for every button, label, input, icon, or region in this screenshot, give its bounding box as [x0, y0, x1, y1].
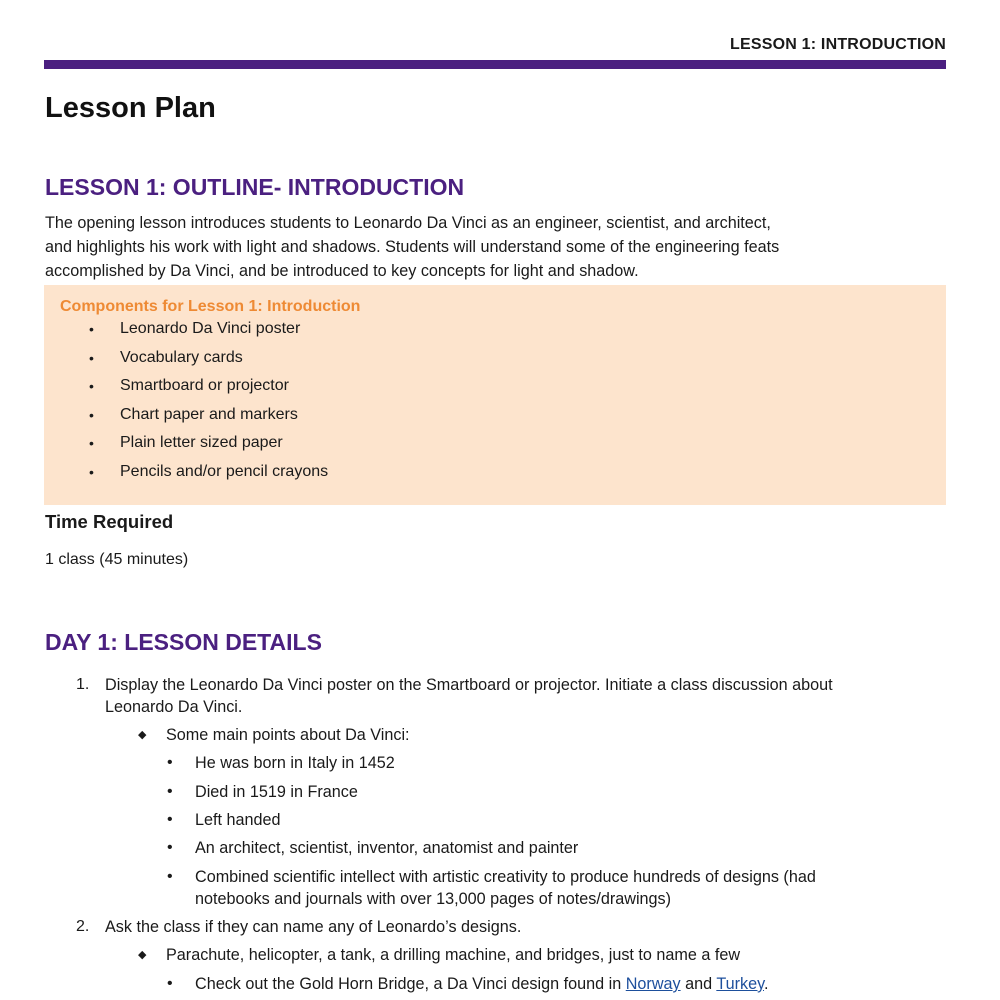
- turkey-link[interactable]: Turkey: [716, 975, 764, 993]
- step-number: 2.: [76, 918, 90, 935]
- subpoint: Died in 1519 in France: [195, 783, 358, 801]
- diamond-bullet-icon: ◆: [138, 949, 147, 961]
- subpoint: notebooks and journals with over 13,000 pages of notes/drawings): [195, 890, 672, 908]
- bullet-icon: •: [167, 868, 173, 885]
- intro-line: The opening lesson introduces students to Leonardo Da Vinci as an engineer, scientist, and architect,: [45, 214, 771, 232]
- bullet-icon: •: [167, 975, 173, 992]
- page-title: Lesson Plan: [45, 92, 216, 124]
- diamond-bullet-icon: ◆: [138, 729, 147, 741]
- time-required-heading: Time Required: [45, 511, 174, 532]
- list-item: • Vocabulary cards: [44, 347, 328, 376]
- intro-line: accomplished by Da Vinci, and be introduced to key concepts for light and shadow.: [45, 262, 639, 280]
- day1-heading: DAY 1: LESSON DETAILS: [45, 629, 322, 655]
- components-title: Components for Lesson 1: Introduction: [60, 298, 361, 315]
- bullet-icon: •: [167, 811, 173, 828]
- list-item: • Smartboard or projector: [44, 375, 328, 404]
- list-item: • Pencils and/or pencil crayons: [44, 461, 328, 490]
- bullet-icon: •: [167, 754, 173, 771]
- bullet-icon: •: [167, 783, 173, 800]
- list-item: • Plain letter sized paper: [44, 432, 328, 461]
- time-required-value: 1 class (45 minutes): [45, 551, 189, 568]
- subpoint-with-links: [195, 973, 769, 995]
- norway-link[interactable]: Norway: [625, 975, 681, 993]
- subpoint: An architect, scientist, inventor, anatomist and painter: [195, 839, 579, 857]
- list-item: • Chart paper and markers: [44, 404, 328, 433]
- step-text: Ask the class if they can name any of Leonardo’s designs.: [105, 918, 522, 936]
- subpoint-text: and: [680, 975, 717, 993]
- subpoint-text: Check out the Gold Horn Bridge, a Da Vinci design found in: [195, 975, 626, 993]
- intro-line: and highlights his work with light and shadows. Students will understand some of the engineering feats: [45, 238, 780, 256]
- step-text: Display the Leonardo Da Vinci poster on the Smartboard or projector. Initiate a class discussion about: [105, 676, 833, 694]
- running-header: LESSON 1: INTRODUCTION: [730, 36, 946, 53]
- subpoint-text: .: [764, 975, 769, 993]
- subpoint: Combined scientific intellect with artistic creativity to produce hundreds of designs (had: [195, 868, 816, 886]
- subpoint: Left handed: [195, 811, 281, 829]
- step-point: Parachute, helicopter, a tank, a drilling machine, and bridges, just to name a few: [166, 946, 741, 964]
- step-point: Some main points about Da Vinci:: [166, 726, 410, 744]
- step-number: 1.: [76, 676, 90, 693]
- outline-heading: LESSON 1: OUTLINE- INTRODUCTION: [45, 174, 465, 200]
- step-text: Leonardo Da Vinci.: [105, 698, 243, 716]
- subpoint: He was born in Italy in 1452: [195, 754, 395, 772]
- bullet-icon: •: [167, 839, 173, 856]
- list-item: • Leonardo Da Vinci poster: [44, 318, 328, 347]
